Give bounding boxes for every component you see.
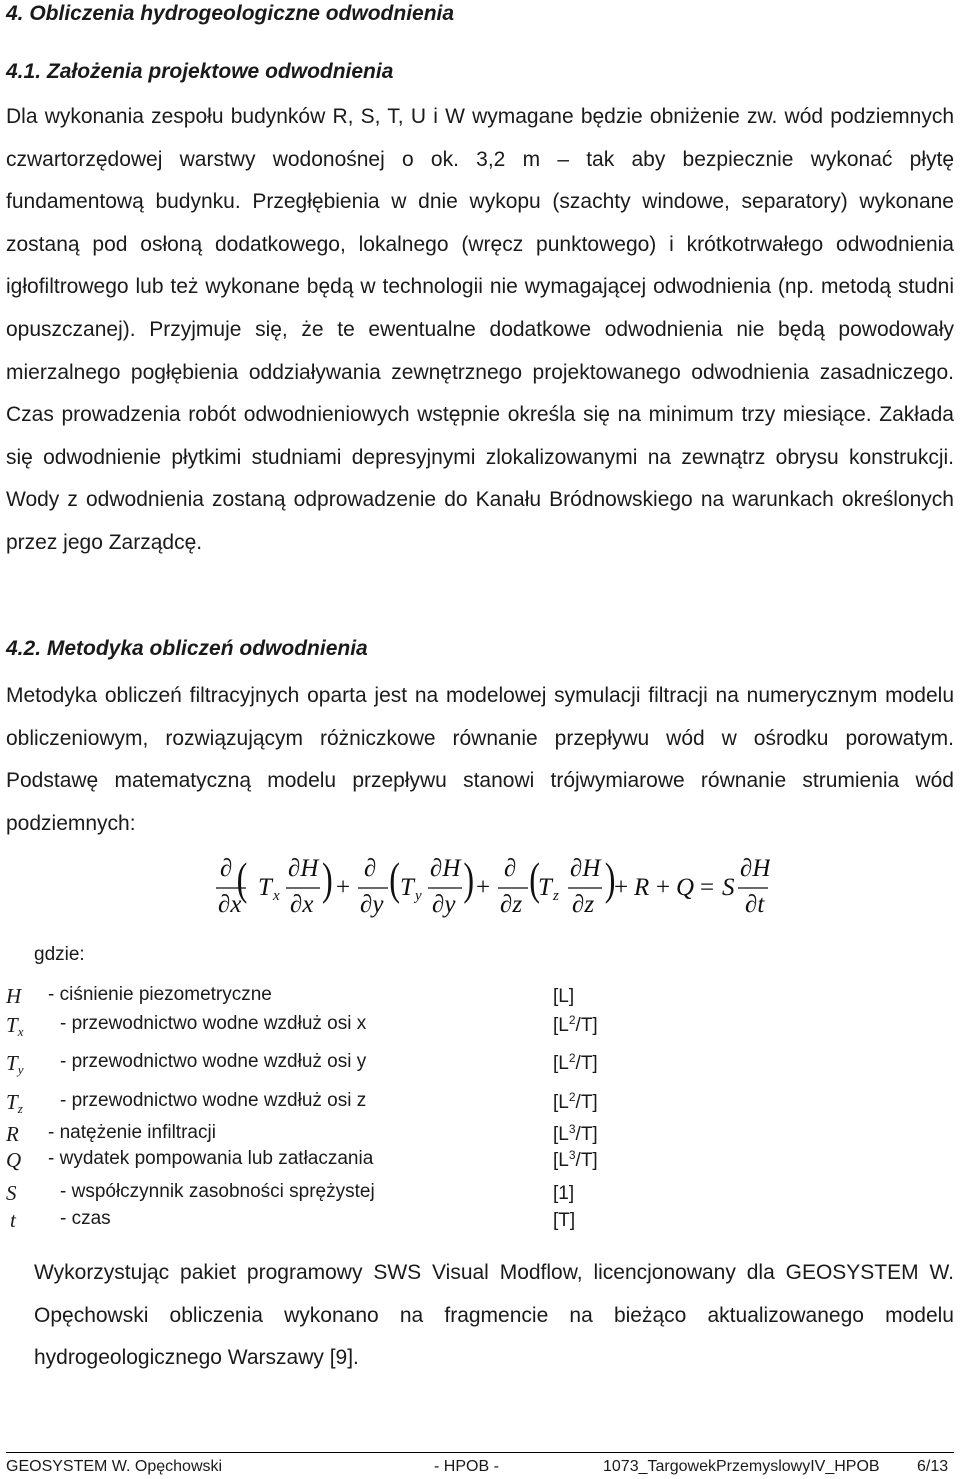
legend-unit: [1] (553, 1183, 575, 1204)
eq-partial: ∂ (572, 891, 585, 918)
eq-partial: ∂ (504, 855, 517, 882)
eq-partial: ∂ (290, 891, 303, 918)
svg-text:∂y (360, 891, 384, 918)
legend-unit: $[L^3/T]$ (553, 1148, 598, 1171)
eq-paren: ) (463, 853, 475, 905)
legend-row (0, 1208, 960, 1234)
legend-row (0, 1148, 960, 1174)
eq-partial: ∂ (360, 891, 373, 918)
legend-unit: [L] (553, 986, 575, 1007)
eq-sub-x: x (273, 888, 280, 904)
eq-partial: ∂ (745, 891, 758, 918)
eq-sub-y: y (415, 888, 422, 904)
eq-partial: ∂ (288, 855, 301, 882)
gdzie-label: gdzie: (34, 944, 85, 965)
eq-partial: ∂ (430, 855, 443, 882)
eq-plus: + (476, 874, 491, 901)
paragraph-assumptions: Dla wykonania zespołu budynków R, S, T, U i W wymagane będzie obniżenie zw. wód podziemnych czwartorzędowej warstwy wodonośnej o ok. 3,2 m – tak aby bezpiecznie wykonać płytę fundamentową budynku. Przegłębienia w dnie wykopu (szachty windowe, separatory) wykonane zostaną pod osłoną dodatkowego, lokalnego (wręcz punktowego) i krótkotrwałego odwodnienia igłofiltrowego lub też wykonane będą w technologii nie wymagającej odwodnienia (np. metodą studni opuszczanej). Przyjmuje się, że te ewentualne dodatkowe odwodnienia nie będą powodowały mierzalnego pogłębienia oddziaływania zewnętrznego projektowanego odwodnienia zasadniczego. Czas prowadzenia robót odwodnieniowych wstępnie określa się na minimum trzy miesiące. Zakłada się odwodnienie płytkimi studniami depresyjnymi zlokalizowanymi na zewnątrz obrysu konstrukcji. Wody z odwodnienia zostaną odprowadzenie do Kanału Bródnowskiego na warunkach określonych przez jego Zarządcę. (6, 105, 954, 554)
legend-unit: [T] (553, 1210, 576, 1231)
eq-paren: ) (604, 853, 616, 905)
eq-paren: ( (389, 853, 400, 905)
eq-partial: ∂ (364, 855, 377, 882)
legend-description: - czas (60, 1208, 111, 1229)
eq-plus: + (336, 874, 351, 901)
footer-doc-name: 1073_TargowekPrzemyslowyIV_HPOB (603, 1458, 880, 1475)
eq-partial: ∂ (500, 891, 513, 918)
svg-text:∂y (432, 891, 456, 918)
eq-Q: Q (676, 874, 695, 901)
eq-partial: ∂ (220, 855, 233, 882)
legend-unit: $[L^2/T]$ (553, 1090, 598, 1113)
eq-x: x (230, 891, 242, 918)
svg-text:∂H (570, 855, 602, 882)
eq-x: x (302, 891, 314, 918)
svg-text:∂z (572, 891, 594, 918)
svg-text:∂t (745, 891, 765, 918)
legend-description: - natężenie infiltracji (48, 1122, 216, 1143)
eq-y: y (444, 891, 456, 918)
legend-unit: $[L^3/T]$ (553, 1122, 598, 1145)
eq-plus: + (614, 874, 629, 901)
eq-H: H (442, 855, 461, 882)
eq-equals: = (700, 874, 715, 901)
legend-symbol: H (6, 984, 22, 1008)
eq-sub-z: z (553, 888, 559, 904)
eq-H: H (300, 855, 319, 882)
eq-R: R (634, 874, 650, 901)
legend-row (0, 1122, 960, 1148)
eq-paren: ) (322, 853, 333, 905)
eq-y: y (372, 891, 384, 918)
legend-row (0, 1090, 960, 1116)
eq-Tx: T (258, 874, 272, 901)
paragraph-software: Wykorzystując pakiet programowy SWS Visual Modflow, licencjonowany dla GEOSYSTEM W. Opęchowski obliczenia wykonano na fragmencie na bieżąco aktualizowanego modelu hydrogeologicznego Warszawy [9]. (34, 1261, 954, 1370)
legend-description: - ciśnienie piezometryczne (48, 984, 272, 1005)
eq-partial: ∂ (740, 855, 753, 882)
legend-symbol: $T_y$ (6, 1051, 24, 1077)
legend-description: - współczynnik zasobności sprężystej (60, 1181, 375, 1202)
footer-page-number: 6/13 (917, 1458, 949, 1475)
eq-Ty: T (400, 874, 414, 901)
legend-row (0, 984, 960, 1010)
chapter-heading: 4. Obliczenia hydrogeologiczne odwodnienia (6, 2, 455, 25)
legend-symbol: t (10, 1208, 16, 1232)
svg-text:∂z (500, 891, 522, 918)
legend-description: - przewodnictwo wodne wzdłuż osi x (60, 1013, 367, 1034)
eq-paren: ( (529, 853, 540, 905)
eq-z: z (512, 891, 523, 918)
footer-company: GEOSYSTEM W. Opęchowski (6, 1458, 223, 1475)
eq-partial: ∂ (570, 855, 583, 882)
paragraph-methodology: Metodyka obliczeń filtracyjnych oparta jest na modelowej symulacji filtracji na numerycznym modelu obliczeniowym, rozwiązującym różniczkowe równanie przepływu wód w ośrodku porowatym. Podstawę matematyczną modelu przepływu stanowi trójwymiarowe równanie strumienia wód podziemnych: (6, 684, 954, 835)
legend-row (0, 1051, 960, 1077)
legend-symbol: S (6, 1181, 17, 1205)
legend-symbol: $T_x$ (6, 1013, 24, 1039)
legend-symbol: Q (6, 1148, 22, 1172)
eq-S: S (722, 874, 735, 901)
svg-text:∂H (288, 855, 320, 882)
legend-symbol: R (6, 1122, 19, 1146)
eq-H: H (752, 855, 770, 882)
svg-text:∂x (290, 891, 313, 918)
eq-partial: ∂ (432, 891, 445, 918)
legend-row (0, 1013, 960, 1039)
eq-paren: ( (236, 853, 248, 905)
legend-unit: $[L^2/T]$ (553, 1013, 598, 1036)
eq-z: z (584, 891, 595, 918)
legend-unit: $[L^2/T]$ (553, 1051, 598, 1074)
flow-equation (210, 848, 770, 918)
svg-text:∂H (430, 855, 462, 882)
footer-doc-type: - HPOB - (434, 1458, 499, 1475)
svg-text:∂H (740, 855, 770, 882)
eq-partial: ∂ (218, 891, 231, 918)
eq-Tz: T (538, 874, 552, 901)
legend-description: - przewodnictwo wodne wzdłuż osi y (60, 1051, 367, 1072)
legend-symbol: $T_z$ (6, 1090, 23, 1116)
eq-H: H (582, 855, 601, 882)
eq-plus: + (656, 874, 671, 901)
legend-row (0, 1181, 960, 1207)
footer-divider (6, 1452, 954, 1453)
legend-description: - wydatek pompowania lub zatłaczania (48, 1148, 374, 1169)
section-heading-4-1: 4.1. Założenia projektowe odwodnienia (6, 60, 394, 83)
eq-t: t (757, 891, 765, 918)
legend-description: - przewodnictwo wodne wzdłuż osi z (60, 1090, 367, 1111)
section-heading-4-2: 4.2. Metodyka obliczeń odwodnienia (6, 637, 368, 660)
